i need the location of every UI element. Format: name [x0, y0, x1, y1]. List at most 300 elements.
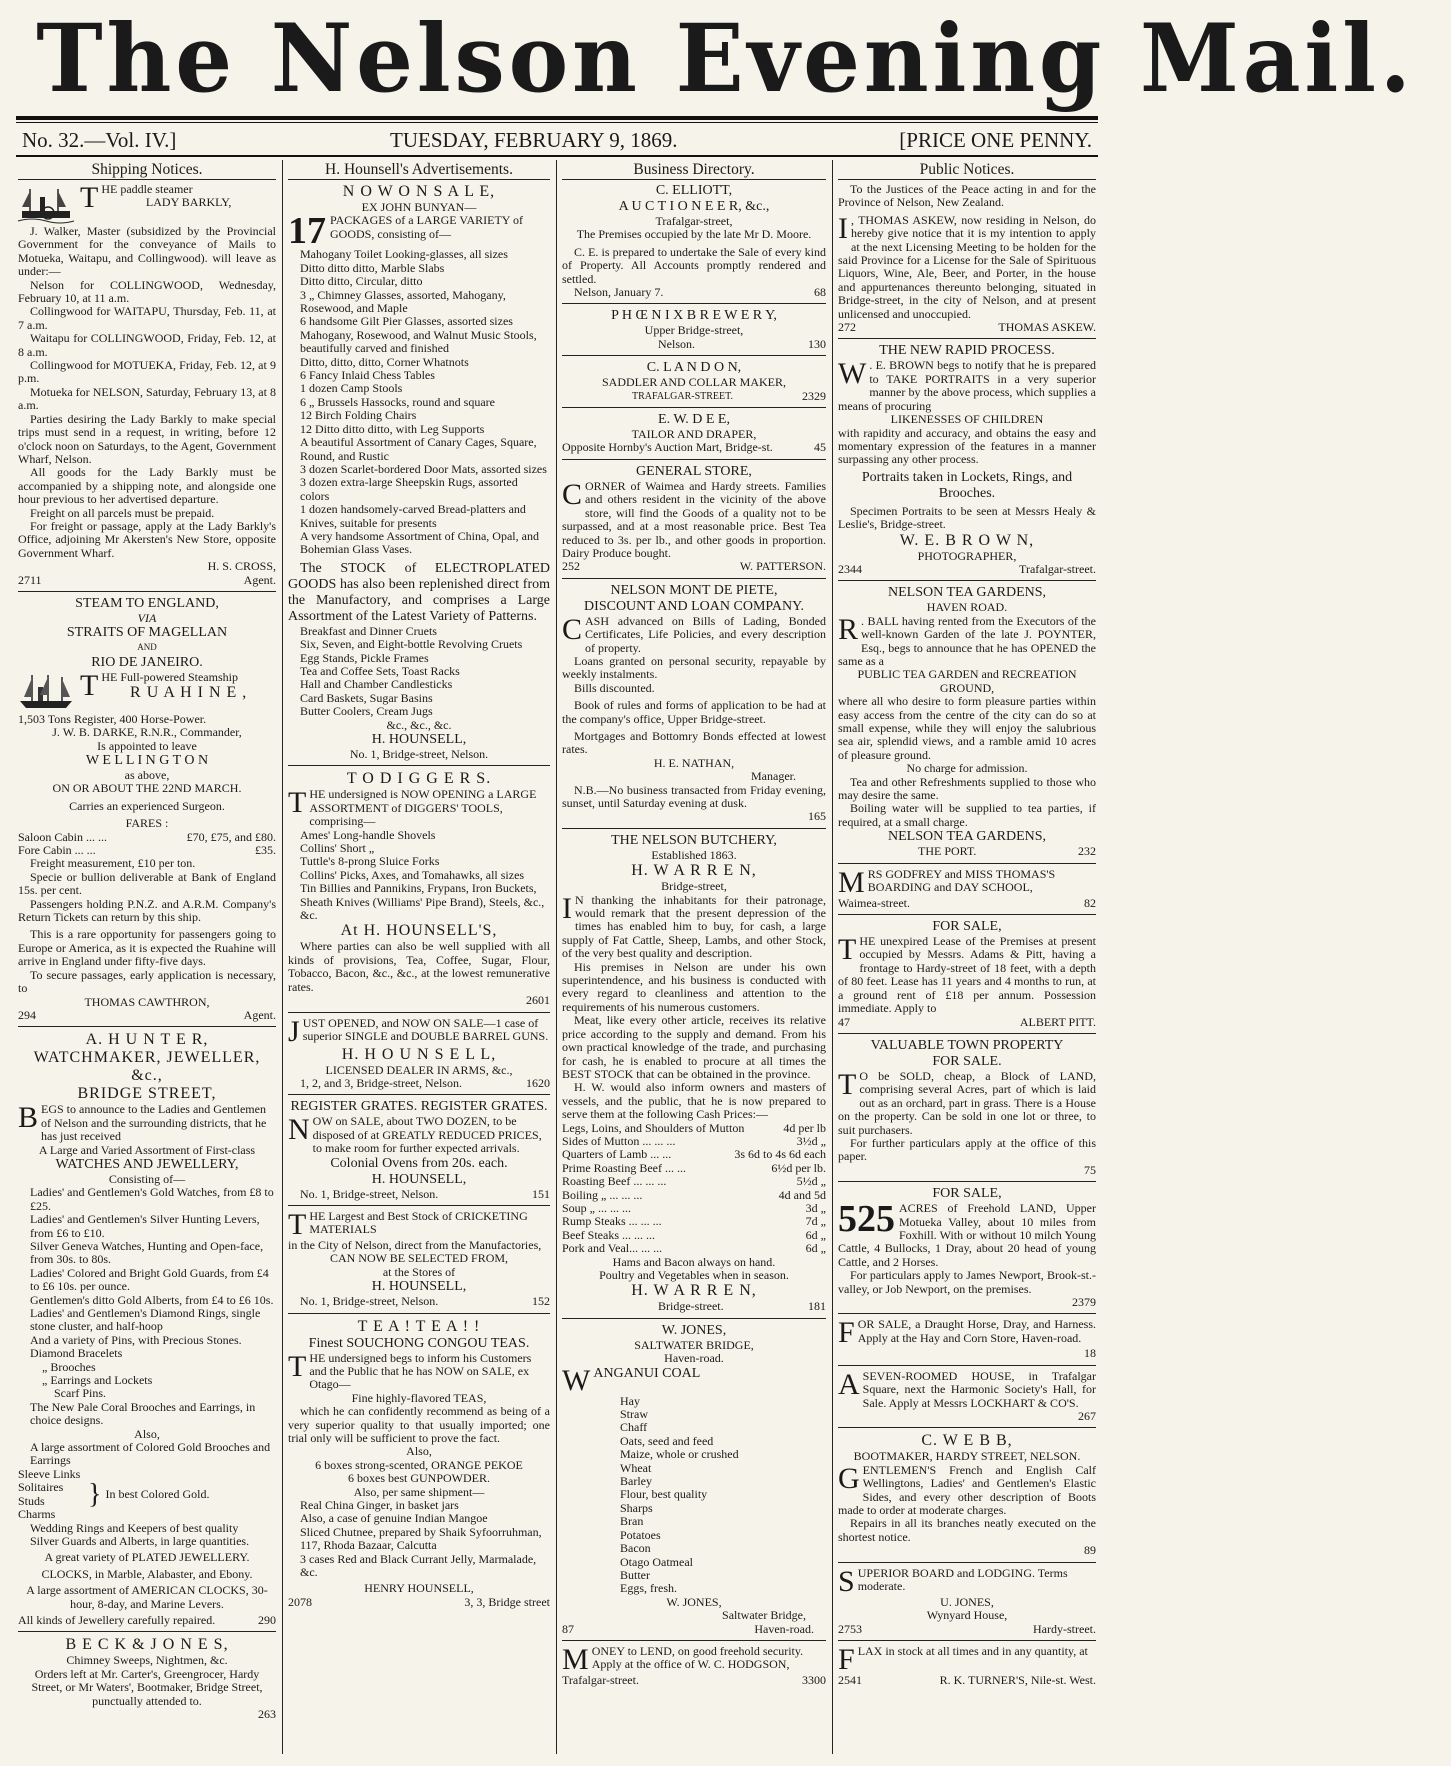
list-item: Mahogany, Rosewood, and Walnut Music Stools, beautifully carved and finished: [300, 327, 537, 356]
ad-flax: [838, 1643, 1096, 1691]
list-item: Studs: [18, 1493, 45, 1508]
price-row: [562, 1215, 826, 1228]
section-heading: Business Directory.: [562, 160, 826, 180]
drop-cap: R: [838, 612, 859, 646]
ad-line: where all who desire to form pleasure parties within easy access from the centre of the city can do so at small expense, while they will enjoy the salubrious sea air, splendid views, and a ramble amid 10 acres of pleasure ground.: [838, 694, 1096, 762]
ad-cricketing: [288, 1208, 550, 1314]
price-row: [562, 1229, 826, 1242]
ad-line: ENTLEMEN'S French and English Calf Wellingtons, Ladies' and Gentlemen's Elastic Sides, and every other description of Boots made to order at moderate charges.: [838, 1462, 1096, 1518]
signature: W. JONES,: [666, 1594, 722, 1609]
ad-headline: N O W O N S A L E,: [342, 183, 496, 200]
ad-line: This is a rare opportunity for passengers going to Europe or America, as it is expected the Ruahine will arrive in England under fifty-five days.: [18, 927, 276, 969]
price-item: Pork and Veal... ... ...: [562, 1241, 663, 1256]
signature: H. E. NATHAN,: [653, 755, 735, 770]
column-shipping: [18, 160, 276, 1754]
list-item: Eggs, fresh.: [620, 1581, 677, 1596]
ad-number: 165: [808, 809, 826, 824]
list-item: Potatoes: [620, 1527, 661, 1542]
list-item: Silver Guards and Alberts, in large quantities.: [30, 1533, 250, 1548]
ad-line: Collingwood for MOTUEKA, Friday, Feb. 12, at 9 p.m.: [18, 358, 276, 386]
list-item: Solitaires: [18, 1480, 64, 1495]
address: TRAFALGAR-STREET.: [632, 390, 734, 402]
price-value: 3d „: [805, 1200, 826, 1215]
price-value: 6d „: [805, 1227, 826, 1242]
ad-line: as above,: [124, 768, 170, 782]
list-item: Butter: [620, 1567, 650, 1582]
ad-headline: THE NELSON BUTCHERY,: [611, 832, 777, 848]
ad-register-grates: [288, 1097, 550, 1206]
list-item: Collins' Picks, Axes, and Tomahawks, all sizes: [300, 867, 525, 882]
list-item: Bacon: [620, 1541, 651, 1556]
ad-line: In best Colored Gold.: [105, 1486, 210, 1501]
list-item: Sleeve Links: [18, 1466, 81, 1481]
ad-number: 87: [562, 1621, 574, 1636]
ad-line: Specie or bullion deliverable at Bank of England 15s. per cent.: [18, 869, 276, 898]
signature: W. PATTERSON.: [739, 559, 826, 574]
list-item: Ditto ditto, Circular, ditto: [300, 274, 423, 289]
price-item: Roasting Beef ... ... ...: [562, 1174, 667, 1189]
address: 3, 3, Bridge street: [464, 1594, 550, 1609]
price-item: Rump Steaks ... ... ...: [562, 1214, 662, 1229]
masthead: [0, 0, 1415, 118]
ad-for-sale-land: [838, 1184, 1096, 1314]
list-item: Diamond Bracelets: [30, 1346, 123, 1361]
column-rule: [282, 160, 283, 1754]
price-value: 5½d „: [796, 1174, 826, 1189]
ad-line: Also,: [134, 1426, 160, 1441]
ad-now-on-sale: [288, 181, 550, 766]
ad-line: For freight or passage, apply at the Lady Barkly's Office, adjoining Mr Akersten's New Store, opposite Government Wharf.: [18, 518, 276, 560]
ad-line: Nelson for COLLINGWOOD, Wednesday, February 10, at 11 a.m.: [18, 277, 276, 306]
drop-cap: I: [838, 211, 848, 245]
address: Trafalgar-street,: [655, 214, 733, 228]
ad-line: Portraits taken in Lockets, Rings, and Brooches.: [861, 469, 1073, 501]
list-item: 1 dozen Camp Stools: [300, 381, 403, 396]
address: HAVEN ROAD.: [926, 600, 1008, 615]
ad-line: HE undersigned is NOW OPENING a LARGE ASSORTMENT of DIGGERS' TOOLS, comprising—: [309, 787, 537, 829]
list-item: „ Earrings and Lockets: [42, 1373, 153, 1388]
ad-number: 1620: [526, 1075, 550, 1090]
ad-line: Is appointed to leave: [97, 738, 197, 753]
address: Upper Bridge-street,: [644, 323, 744, 338]
ad-line: . BALL having rented from the Executors of the well-known Garden of the late J. POYNTER, Esq., begs to announce that he has OPENED the same as a: [838, 613, 1096, 668]
price-row: [562, 1148, 826, 1161]
address: 1, 2, and 3, Bridge-street, Nelson.: [300, 1075, 462, 1090]
ad-line: HE paddle steamer: [101, 182, 193, 196]
list-item: Ladies' and Gentlemen's Silver Hunting Levers, from £6 to £10.: [30, 1212, 260, 1240]
ad-line: Book of rules and forms of application to be had at the company's office, Upper Bridge-street.: [562, 698, 826, 726]
address: Bridge-street.: [658, 1299, 724, 1314]
ad-number: 82: [1084, 895, 1096, 910]
ad-number: 2601: [526, 993, 550, 1008]
ad-line: ON OR ABOUT THE 22ND MARCH.: [52, 781, 242, 796]
ad-headline: FOR SALE.: [932, 1053, 1002, 1069]
ad-line: Bills discounted.: [574, 680, 655, 695]
list-item: Straw: [620, 1407, 648, 1422]
list-item: Ladies' and Gentlemen's Diamond Rings, single stone cluster, and half-hoop: [30, 1306, 261, 1334]
ad-line: Also,: [406, 1444, 432, 1459]
ad-number: 232: [1078, 844, 1096, 859]
ad-to-diggers: [288, 768, 550, 1012]
list-item: Sliced Chutnee, prepared by Shaik Syfoorruhman, 117, Rhoda Bazaar, Calcutta: [300, 1524, 542, 1553]
ad-line: C. E. is prepared to undertake the Sale of every kind of Property. All Accounts promptly rendered and settled.: [562, 244, 826, 286]
ad-line: , THOMAS ASKEW, now residing in Nelson, do hereby give notice that it is my intention to apply at the next Licensing Meeting to be holden for the said Province for a License for the Sale of Spirituous Liquors, Wine, Ale, Beer, and Porter, in the house and appurtenances thereunto belonging, situated in Bridge-street, in the city of Nelson, and at present unlicensed and unoccupied.: [838, 212, 1096, 321]
list-item: The New Pale Coral Brooches and Earrings, in choice designs.: [30, 1399, 256, 1428]
ad-line: 6 boxes best GUNPOWDER.: [348, 1471, 490, 1486]
ad-line: Motueka for NELSON, Saturday, February 13, at 8 a.m.: [18, 384, 276, 413]
ad-elliott: [562, 181, 826, 304]
ad-headline: NELSON MONT DE PIETE,: [610, 582, 778, 598]
ad-headline: WATCHMAKER, JEWELLER, &c.,: [33, 1049, 261, 1085]
ad-dee: [562, 410, 826, 460]
steamship-icon: [18, 673, 74, 713]
drop-cap: C: [562, 477, 583, 511]
address: THE PORT.: [918, 844, 977, 859]
ad-lady-barkly: [18, 181, 276, 592]
ad-headline: STRAITS OF MAGELLAN: [66, 625, 228, 641]
newspaper-title: The Nelson Evening Mail.: [36, 4, 1415, 114]
ad-headline: E. W. D E E,: [658, 412, 730, 428]
ad-line: Mortgages and Bottomry Bonds effected at lowest rates.: [562, 728, 826, 757]
ad-line: Meat, like every other article, receives its relative price according to the supply and demand. From his own practical knowledge of the trade, and purchasing for cash, he is enabled to procure at all times the BEST STOCK that can be obtained in the province.: [562, 1013, 826, 1081]
ad-line: ONEY to LEND, on good freehold security. Apply at the office of W. C. HODGSON,: [591, 1643, 804, 1672]
ad-headline: B E C K & J O N E S,: [65, 1636, 229, 1654]
ad-hunter-jeweller: [18, 1029, 276, 1632]
ad-line: PACKAGES of a LARGE VARIETY of GOODS, consisting of—: [330, 213, 524, 241]
ad-tea-gardens: [838, 583, 1096, 863]
list-item: Gentlemen's ditto Gold Alberts, from £4 to £6 10s.: [30, 1292, 274, 1307]
signature: H. HOUNSELL,: [371, 1279, 467, 1295]
drop-cap: J: [288, 1014, 300, 1048]
ad-line: Passengers holding P.N.Z. and A.R.M. Company's Return Tickets can return by this ship.: [18, 896, 276, 925]
column-business: [562, 160, 826, 1754]
ad-number: 151: [532, 1186, 550, 1201]
price-value: 7d „: [805, 1214, 826, 1229]
ad-number: 2078: [288, 1594, 312, 1609]
price-value: 6½d per lb.: [771, 1160, 826, 1175]
ad-headline: GENERAL STORE,: [636, 463, 752, 479]
list-item: 12 Ditto ditto ditto, with Leg Supports: [300, 421, 485, 436]
list-item: Scarf Pins.: [54, 1386, 106, 1401]
price-row: [562, 1122, 826, 1135]
drop-cap: N: [288, 1113, 310, 1147]
signature: H. S. CROSS,: [207, 559, 276, 574]
fare-price: £35.: [255, 843, 276, 858]
ad-line: 1,503 Tons Register, 400 Horse-Power.: [18, 711, 207, 726]
column-public-notices: [838, 160, 1096, 1754]
ad-line: HE undersigned begs to inform his Customers and the Public that he has NOW on SALE, ex Otago—: [309, 1350, 532, 1392]
ad-number: 152: [532, 1294, 550, 1309]
drop-cap: T: [838, 933, 857, 967]
ad-headline: FOR SALE,: [932, 1186, 1002, 1202]
list-item: 6 handsome Gilt Pier Glasses, assorted sizes: [300, 314, 513, 329]
price-row: [562, 1175, 826, 1188]
ad-headline: P H Œ N I X B R E W E R Y,: [611, 308, 777, 324]
ad-line: SADDLER AND COLLAR MAKER,: [601, 375, 786, 390]
list-item: Wheat: [620, 1460, 652, 1475]
drop-cap: B: [18, 1101, 39, 1135]
ad-rapid-process: [838, 341, 1096, 581]
ad-number: 18: [1084, 1346, 1096, 1361]
ad-line: O be SOLD, cheap, a Block of LAND, comprising several Acres, part of which is laid out as an orchard, part in grass. There is a House on the property. Can be sold in one lot or three, to suit purchasers.: [838, 1068, 1096, 1137]
ad-line: Consisting of—: [108, 1171, 186, 1186]
ad-line: FARES :: [125, 816, 169, 831]
ad-number: 3300: [802, 1672, 826, 1687]
list-item: Flour, best quality: [620, 1487, 708, 1502]
ad-headline: RIO DE JANEIRO.: [91, 654, 203, 670]
ad-line: RS GODFREY and MISS THOMAS'S BOARDING and DAY SCHOOL,: [867, 866, 1056, 895]
ad-number: 89: [1084, 1543, 1096, 1558]
drop-cap: A: [838, 1367, 860, 1401]
ad-line: Colonial Ovens from 20s. each.: [330, 1155, 508, 1171]
ad-line: Freight on all parcels must be prepaid.: [30, 505, 215, 520]
price-value: 6d „: [805, 1241, 826, 1256]
signature: ALBERT PITT.: [1019, 1014, 1096, 1029]
address: Nelson.: [658, 336, 695, 351]
price-row: [562, 1135, 826, 1148]
list-item: 6 „ Brussels Hassocks, round and square: [300, 394, 495, 409]
ad-line: For further particulars apply at the office of this paper.: [838, 1135, 1096, 1164]
ad-line: No charge for admission.: [906, 761, 1028, 776]
ad-headline: C. W E B B,: [921, 1432, 1013, 1450]
address: Saltwater Bridge,: [722, 1608, 806, 1623]
ad-headline: DISCOUNT AND LOAN COMPANY.: [584, 598, 804, 614]
ad-line: Waitapu for COLLINGWOOD, Friday, Feb. 12, at 8 a.m.: [18, 331, 276, 359]
section-heading: Shipping Notices.: [18, 160, 276, 180]
ad-headline: W E L L I N G T O N: [85, 753, 209, 768]
ad-line: Chimney Sweeps, Nightmen, &c.: [66, 1653, 228, 1668]
list-item: Butter Coolers, Cream Jugs: [300, 704, 433, 719]
ad-line: at the Stores of: [382, 1264, 456, 1279]
list-item: Silver Geneva Watches, Hunting and Open-face, from 30s. to 80s.: [30, 1238, 264, 1267]
address: Haven-road.: [664, 1351, 724, 1366]
address: No. 1, Bridge-street, Nelson.: [300, 1294, 439, 1309]
list-item: Tea and Coffee Sets, Toast Racks: [300, 663, 460, 678]
signature: U. JONES,: [940, 1594, 994, 1609]
ad-line: EX JOHN BUNYAN—: [361, 200, 477, 214]
ship-name: R U A H I N E ,: [130, 684, 248, 702]
ad-line: LAX in stock at all times and in any quantity, at: [857, 1643, 1088, 1658]
signature: R. K. TURNER'S, Nile-st. West.: [939, 1672, 1096, 1687]
drop-cap: T: [288, 1207, 307, 1241]
ad-headline: NELSON TEA GARDENS,: [887, 829, 1047, 845]
ad-headline: H. W A R R E N,: [631, 862, 757, 880]
ad-number: 45: [814, 440, 826, 455]
ad-line: CAN NOW BE SELECTED FROM,: [329, 1251, 509, 1266]
list-item: Ladies' and Gentlemen's Gold Watches, from £8 to £25.: [30, 1185, 274, 1213]
price-item: Boiling „ ... ... ...: [562, 1187, 643, 1202]
list-item: Also, a case of genuine Indian Mangoe: [300, 1511, 488, 1526]
ad-headline: STEAM TO ENGLAND,: [75, 595, 219, 611]
price-value: 4d per lb: [783, 1120, 826, 1135]
address: Wynyard House,: [926, 1608, 1008, 1623]
signature-role: Manager.: [751, 769, 796, 784]
ad-headline: H. H O U N S E L L,: [341, 1045, 497, 1063]
package-count: 17: [288, 210, 326, 253]
price-item: Legs, Loins, and Shoulders of Mutton: [562, 1120, 745, 1135]
list-item: A beautiful Assortment of Canary Cages, Square, Round, and Rustic: [300, 435, 537, 463]
list-item: And a variety of Pins, with Precious Stones.: [30, 1332, 242, 1347]
list-item: Breakfast and Dinner Cruets: [300, 623, 437, 638]
ad-number: 290: [258, 1612, 276, 1627]
ad-line: HE Full-powered Steamship: [101, 669, 238, 684]
ad-number: 130: [808, 336, 826, 351]
ad-headline: ANGANUI COAL: [593, 1365, 701, 1381]
ad-headline: A U C T I O N E E R, &c.,: [618, 199, 770, 214]
ad-headline: A. H U N T E R,: [85, 1031, 209, 1049]
ad-number: 68: [814, 285, 826, 300]
list-item: Mahogany Toilet Looking-glasses, all sizes: [300, 247, 508, 262]
issue-number: No. 32.—Vol. IV.]: [22, 128, 177, 152]
ad-line: ORNER of Waimea and Hardy streets. Families and others resident in the vicinity of the above store, will find the Goods of a quality not to be surpassed, and at a most reasonable price. Best Tea reduced to 3s. per lb., and other goods in proportion. Dairy Produce bought.: [562, 478, 826, 560]
ad-number: 294: [18, 1007, 36, 1022]
ad-number: 2379: [1072, 1295, 1096, 1309]
list-item: Wedding Rings and Keepers of best quality: [30, 1520, 239, 1535]
ad-webb-bootmaker: [838, 1430, 1096, 1562]
ad-line: To secure passages, early application is necessary, to: [18, 967, 276, 996]
steamer-icon: [18, 185, 74, 225]
ad-line: Boiling water will be supplied to tea parties, if required, at a small charge.: [838, 801, 1096, 829]
ad-line: EGS to announce to the Ladies and Gentlemen of Nelson and the surrounding districts, that he has just received: [41, 1102, 267, 1144]
ad-line: in the City of Nelson, direct from the Manufactories,: [288, 1237, 542, 1252]
ad-headline: BRIDGE STREET,: [77, 1085, 217, 1103]
list-item: Hall and Chamber Candlesticks: [300, 677, 453, 692]
ad-line: Repairs in all its branches neatly executed on the shortest notice.: [838, 1516, 1096, 1544]
ad-line: Carries an experienced Surgeon.: [69, 798, 225, 813]
list-item: Card Baskets, Sugar Basins: [300, 690, 433, 705]
list-item: Oats, seed and feed: [620, 1433, 714, 1448]
signature: H. HOUNSELL,: [371, 1171, 467, 1187]
ad-line: All kinds of Jewellery carefully repaired.: [18, 1612, 216, 1627]
list-item: Hay: [620, 1393, 640, 1408]
price-item: Beef Steaks ... ... ...: [562, 1227, 655, 1242]
ad-line: with rapidity and accuracy, and obtains the easy and momentary expression of the features in a manner surpassing any other process.: [838, 425, 1096, 467]
ad-line: OW on SALE, about TWO DOZEN, to be disposed of at GREATLY REDUCED PRICES, to make room for further expected arrivals.: [312, 1114, 542, 1156]
list-item: 3 dozen extra-large Sheepskin Rugs, assorted colors: [300, 475, 518, 503]
drop-cap: S: [838, 1564, 855, 1598]
price-value: 4d and 5d: [778, 1187, 826, 1202]
drop-cap: I: [562, 891, 572, 925]
price-item: Sides of Mutton ... ... ...: [562, 1133, 676, 1148]
ad-seven-roomed-house: [838, 1368, 1096, 1429]
ad-line: N thanking the inhabitants for their patronage, would remark that the present depression of the times has enabled him to buy, for cash, a large supply of Fat Cattle, Sheep, Lambs, and other Stock, of the very best quality and description.: [562, 892, 826, 961]
dateline: [22, 126, 1092, 154]
ad-line: Where parties can also be well supplied with all kinds of provisions, Tea, Coffee, Sugar, Flour, Tobacco, Bacon, &c., &c., at the lowest remunerative rates.: [288, 939, 550, 994]
signature: W. E. B R O W N,: [899, 531, 1035, 549]
drop-cap: W: [562, 1363, 591, 1397]
ad-line: Fine highly-flavored TEAS,: [351, 1390, 487, 1405]
ad-line: To the Justices of the Peace acting in and for the Province of Nelson, New Zealand.: [838, 182, 1096, 210]
ad-line: ACRES of Freehold LAND, Upper Motueka Valley, about 10 miles from Foxhill. With or without 10 milch Young Cattle, 4 Bullocks, 1 Dray, about 20 head of young Cattle, and 2 Horses.: [838, 1201, 1096, 1269]
list-item: Egg Stands, Pickle Frames: [300, 650, 429, 665]
ad-headline: T O D I G G E R S.: [346, 770, 492, 788]
column-rule: [832, 160, 833, 1754]
list-item: Otago Oatmeal: [620, 1554, 693, 1569]
drop-cap: W: [838, 357, 867, 391]
column-hounsell: [288, 160, 550, 1754]
ad-headline: T E A ! T E A ! !: [357, 1317, 481, 1335]
ad-line: OR SALE, a Draught Horse, Dray, and Harness. Apply at the Hay and Corn Store, Haven-road.: [857, 1317, 1096, 1345]
ad-number: 2329: [802, 388, 826, 403]
ad-headline: C. ELLIOTT,: [655, 183, 733, 198]
ad-line: . E. BROWN begs to notify that he is prepared to TAKE PORTRAITS in a very superior manner by the above process, which supplies a means of procuring: [838, 358, 1096, 413]
price-item: Quarters of Lamb ... ...: [562, 1147, 672, 1162]
list-item: Bran: [620, 1514, 644, 1529]
price-item: Soup „ ... ... ...: [562, 1200, 631, 1215]
ad-headline: C. L A N D O N,: [646, 360, 742, 376]
ad-line: N.B.—No business transacted from Friday evening, sunset, until Saturday evening at dusk.: [562, 782, 826, 810]
list-item: 6 Fancy Inlaid Chess Tables: [300, 368, 435, 383]
ad-line: J. W. B. DARKE, R.N.R., Commander,: [52, 725, 242, 740]
ad-boarding-school: [838, 866, 1096, 915]
list-item: Barley: [620, 1474, 652, 1489]
drop-cap: T: [80, 668, 99, 702]
ad-line: Established 1863.: [651, 847, 737, 862]
address: No. 1, Bridge-street, Nelson.: [349, 747, 489, 761]
ad-line: All goods for the Lady Barkly must be accompanied by a shipping note, and alongside one hour previous to her advertised departure.: [18, 465, 276, 507]
ad-number: 267: [1078, 1409, 1096, 1424]
address: Trafalgar-street.: [1019, 561, 1096, 576]
drop-cap: M: [838, 865, 865, 899]
list-item: A very handsome Assortment of China, Opal, and Bohemian Glass Vases.: [300, 528, 539, 557]
price-value: 3s 6d to 4s 6d each: [734, 1147, 826, 1162]
signature: HENRY HOUNSELL,: [364, 1581, 474, 1596]
ad-line: Nelson, January 7.: [574, 285, 664, 300]
drop-cap: C: [562, 612, 583, 646]
fare-price: £70, £75, and £80.: [186, 829, 276, 844]
list-item: „ Brooches: [42, 1359, 96, 1374]
section-heading: Public Notices.: [838, 160, 1096, 180]
ad-number: 2344: [838, 561, 862, 576]
address: No. 1, Bridge-street, Nelson.: [300, 1186, 439, 1201]
ad-line: J. Walker, Master (subsidized by the Provincial Government for the conveyance of Mails to Motueka, Waitapu, and Collingwood). will leave as under:—: [18, 224, 276, 279]
ad-ruahine: [18, 594, 276, 1027]
ad-board-lodging: [838, 1565, 1096, 1641]
issue-price: [PRICE ONE PENNY.: [899, 128, 1092, 152]
ad-line: CLOCKS, in Marble, Alabaster, and Ebony.: [41, 1566, 253, 1581]
ad-headline: FOR SALE,: [932, 919, 1002, 935]
fare-class: Saloon Cabin ... ...: [18, 829, 107, 844]
ad-line: The STOCK of ELECTROPLATED GOODS has also been replenished direct from the Manufactory, and comprises a Large Assortment of the Latest Variety of Patterns.: [288, 560, 550, 624]
list-item: Six, Seven, and Eight-bottle Revolving Cruets: [300, 637, 523, 652]
column-rule: [556, 160, 557, 1754]
ad-line: H. W. would also inform owners and masters of vessels, and the public, that he is now prepared to serve them at the following Cash Prices:—: [562, 1080, 826, 1122]
ad-tea: [288, 1316, 550, 1614]
ad-number: 252: [562, 559, 580, 574]
ad-number: 2541: [838, 1672, 862, 1687]
list-item: Ames' Long-handle Shovels: [300, 827, 436, 842]
ad-landon: [562, 358, 826, 408]
price-value: 3½d „: [796, 1133, 826, 1148]
ad-phoenix-brewery: [562, 306, 826, 356]
ad-headline: At H. HOUNSELL'S,: [340, 922, 498, 940]
ad-town-property: [838, 1036, 1096, 1182]
list-item: Sharps: [620, 1500, 653, 1515]
drop-cap: F: [838, 1642, 855, 1676]
ad-number: 181: [808, 1299, 826, 1314]
ad-askew-license: [838, 181, 1096, 339]
ad-line: Poultry and Vegetables when in season.: [599, 1268, 789, 1282]
ad-number: 2711: [18, 572, 42, 587]
ad-draught-horse: [838, 1316, 1096, 1365]
ad-headline: W. JONES,: [661, 1322, 727, 1338]
ad-headline: THE NEW RAPID PROCESS.: [879, 343, 1055, 359]
ad-line: Tea and other Refreshments supplied to those who may desire the same.: [838, 774, 1096, 803]
ad-headline: VALUABLE TOWN PROPERTY: [870, 1037, 1064, 1053]
signature: H. HOUNSELL,: [371, 732, 467, 747]
ad-line: VIA: [137, 610, 157, 625]
ad-line: Loans granted on personal security, repayable by weekly instalments.: [562, 653, 826, 682]
